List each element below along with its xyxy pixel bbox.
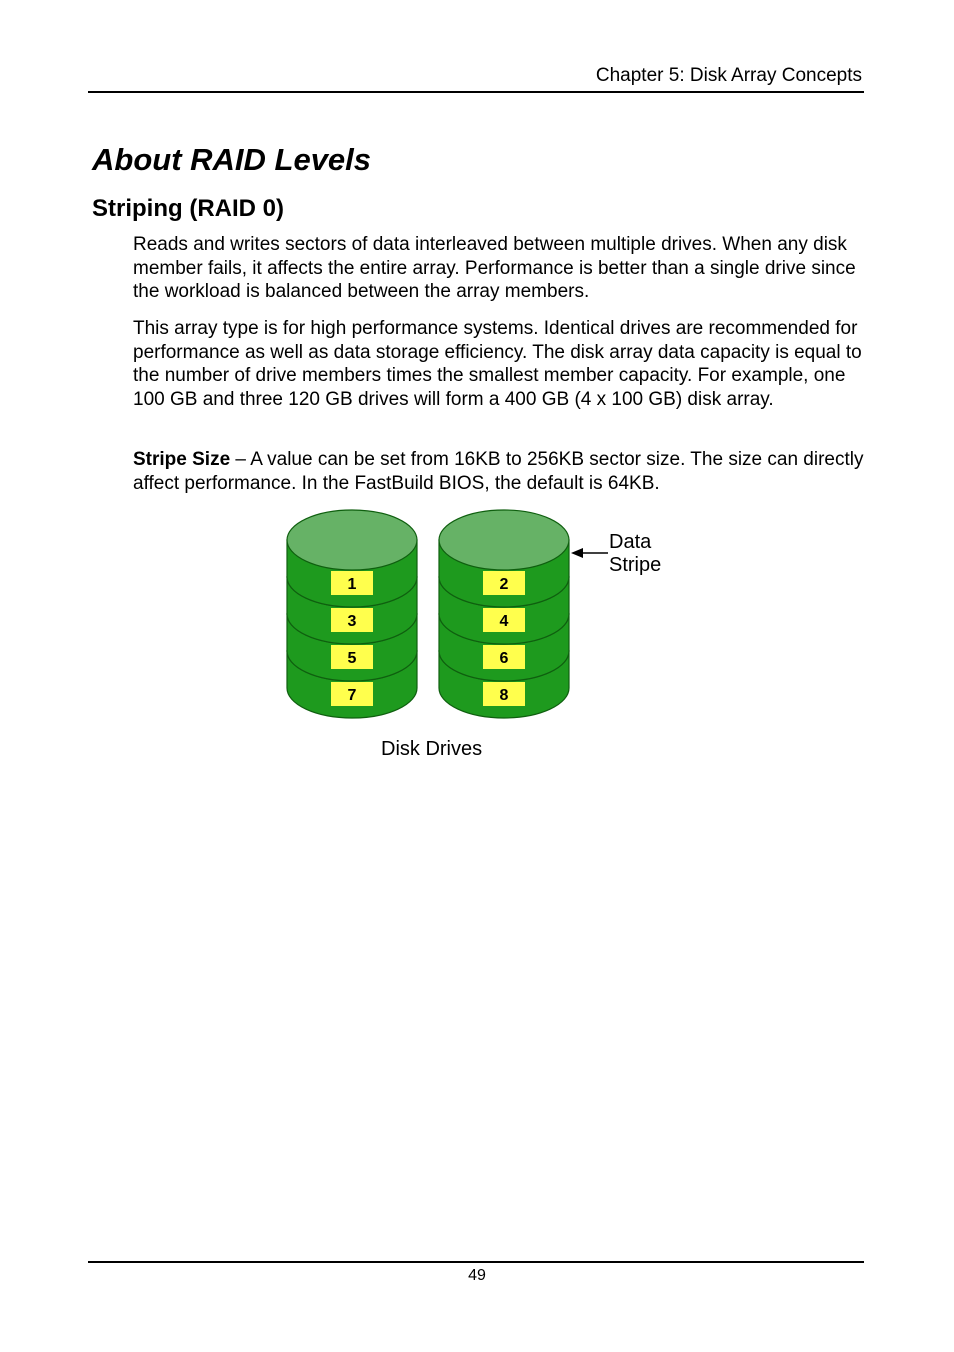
stripe-block (331, 571, 373, 595)
stripe-block (483, 608, 525, 632)
raid0-figure (270, 500, 690, 770)
stripe-block (331, 645, 373, 669)
stripe-number: 1 (347, 576, 357, 593)
header-rule (88, 91, 864, 93)
stripe-block (483, 571, 525, 595)
section-heading: Striping (RAID 0) (92, 195, 284, 222)
stripe-block (483, 682, 525, 706)
stripe-number: 8 (499, 687, 509, 704)
stripe-block (483, 645, 525, 669)
stripe-size-description: – A value can be set from 16KB to 256KB sector size. The size can directly affect performance. In the FastBuild BIOS, the default is 64KB. (133, 449, 864, 494)
stripe-block (331, 608, 373, 632)
data-stripe-label (609, 531, 661, 577)
paragraph-stripe-size (133, 448, 868, 495)
data-stripe-label-line2: Stripe (609, 554, 662, 576)
stripe-block (331, 682, 373, 706)
figure-caption: Disk Drives (381, 738, 483, 760)
paragraph-array-type: This array type is for high performance systems. Identical drives are recommended for performance as well as data storage efficiency. The disk array data capacity is equal to the number of drive members times the smallest member capacity. For example, one 100 GB and three 120 GB drives will form a 400 GB (4 x 100 GB) disk array. (133, 318, 862, 410)
data-stripe-label-line1: Data (609, 531, 652, 553)
disk-drive (287, 510, 417, 718)
paragraph-intro: Reads and writes sectors of data interleaved between multiple drives. When any disk member fails, it affects the entire array. Performance is better than a single drive since the workload is balanced between the array members. (133, 234, 856, 303)
page-number: 49 (468, 1267, 486, 1284)
stripe-size-term: Stripe Size (133, 449, 231, 470)
stripe-number: 6 (499, 650, 509, 667)
running-header: Chapter 5: Disk Array Concepts (595, 65, 862, 86)
platter-top (287, 510, 417, 570)
stripe-number: 3 (347, 613, 357, 630)
stripe-number: 2 (499, 576, 509, 593)
footer-rule (88, 1261, 864, 1263)
stripe-number: 5 (347, 650, 357, 667)
stripe-number: 7 (347, 687, 357, 704)
page-title: About RAID Levels (92, 142, 372, 177)
disk-drive (439, 510, 569, 718)
data-stripe-arrow (571, 548, 608, 558)
platter-top (439, 510, 569, 570)
stripe-number: 4 (499, 613, 509, 630)
